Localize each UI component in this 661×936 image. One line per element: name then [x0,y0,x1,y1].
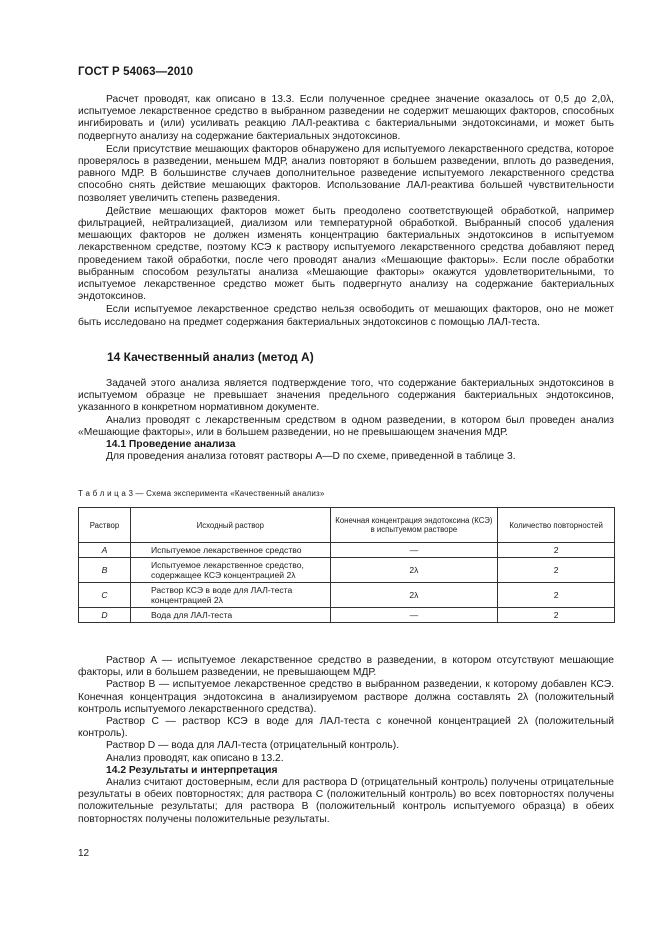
section-text-block [78,378,614,463]
paragraph: Для проведения анализа готовят растворы A—D по схеме, приведенной в таблице 3. [106,451,516,463]
bottom-text-block [78,655,614,826]
table-cell: 2λ [330,583,498,608]
standard-header: ГОСТ Р 54063—2010 [78,66,194,78]
table-cell: 2 [498,543,615,558]
paragraph: Анализ проводят, как описано в 13.2. [106,752,284,764]
subsection-title: 14.2 Результаты и интерпретация [106,764,278,776]
table-cell: Вода для ЛАЛ-теста [130,608,330,623]
table-cell: Испытуемое лекарственное средство [130,543,330,558]
table-cell: 2 [498,608,615,623]
table-cell: 2λ [330,558,498,583]
paragraph: Задачей этого анализа является подтверждение того, что содержание бактериальных эндотоксинов в испытуемом образце не превышает значения предельного содержания бактериальных эндотоксинов, указанного в конкретном нормативном документе. [78,378,614,414]
table-row [79,558,615,583]
paragraph: Если испытуемое лекарственное средство нельзя освободить от мешающих факторов, оно не может быть исследовано на предмет содержания бактериальных эндотоксинов с помощью ЛАЛ-теста. [78,304,614,328]
paragraph: Расчет проводят, как описано в 13.3. Если полученное среднее значение оказалось от 0,5 до 2,0λ, испытуемое лекарственное средство в выбранном разведении не содержит мешающих факторов, способных ингибировать и (или) усиливать реакцию ЛАЛ-реактива с бактериальными эндотоксинами, и может быть подвергнуто анализу на содержание бактериальных эндотоксинов. [78,94,614,142]
paragraph: Раствор D — вода для ЛАЛ-теста (отрицательный контроль). [106,740,400,752]
table-cell: — [330,608,498,623]
table-caption: Т а б л и ц а 3 — Схема эксперимента «Качественный анализ» [78,489,325,498]
section-title: 14 Качественный анализ (метод A) [107,350,314,364]
paragraph: Анализ проводят с лекарственным средством в одном разведении, в котором был проведен анализ «Мешающие факторы», или в большем разведении, но не превышающем значения МДР. [78,414,614,438]
table-cell: C [79,583,131,608]
table-cell: Раствор КСЭ в воде для ЛАЛ-теста концентрацией 2λ [130,583,330,608]
table-cell: B [79,558,131,583]
table-row [79,608,615,623]
paragraph: Раствор C — раствор КСЭ в воде для ЛАЛ-теста с конечной концентрацией 2λ (положительный контроль). [78,716,614,740]
table-cell: 2 [498,583,615,608]
paragraph: Анализ считают достоверным, если для раствора D (отрицательный контроль) получены отрицательные результаты в обеих повторностях; для раствора C (положительный контроль) во всех повторностях получены положительные результаты; для раствора B (положительный контроль испытуемого образца) в обеих повторностях получены положительные результаты. [78,777,614,825]
table-cell: — [330,543,498,558]
experiment-table [78,507,615,623]
paragraph: Раствор A — испытуемое лекарственное средство в разведении, в котором отсутствуют мешающие факторы, или в большем разведении, не превышающем МДР. [78,655,614,679]
table-cell: Испытуемое лекарственное средство, содержащее КСЭ концентрацией 2λ [130,558,330,583]
page-number: 12 [78,848,90,859]
table-cell: 2 [498,558,615,583]
table-cell: A [79,543,131,558]
paragraph: Действие мешающих факторов может быть преодолено соответствующей обработкой, например фильтрацией, нейтрализацией, диализом или температурной обработкой. Выбранный способ удаления мешающих факторов не должен изменять концентрацию бактериальных эндотоксинов в испытуемом лекарственном средстве, поэтому КСЭ к раствору испытуемого лекарственного средства добавляют перед проведением такой обработки, после чего проводят анализ «Мешающие факторы». Если после обработки выбранным способом результаты анализа «Мешающие факторы» окажутся удовлетворительными, то испытуемое лекарственное средство может быть подвергнуто анализу на содержание бактериальных эндотоксинов. [78,205,614,303]
table-header-cell: Конечная концентрация эндотоксина (КСЭ) в испытуемом растворе [330,508,498,543]
table-header-cell: Раствор [79,508,131,543]
table-row [79,543,615,558]
paragraph: Если присутствие мешающих факторов обнаружено для испытуемого лекарственного средства, которое проверялось в разведении, меньшем МДР, анализ повторяют в большем разведении, вплоть до разведения, равного МДР. В большинстве случаев дополнительное разведение испытуемого лекарственного средства способно снять действие мешающих факторов. Использование ЛАЛ-реактива большей чувствительности позволяет увеличить степень разведения. [78,143,614,204]
table-header-row [79,508,615,543]
top-text-block [78,94,614,329]
table-header-cell: Исходный раствор [130,508,330,543]
paragraph: Раствор B — испытуемое лекарственное средство в выбранном разведении, к которому добавлен КСЭ. Конечная концентрация эндотоксина в анализируемом растворе должна составлять 2λ (положительный контроль испытуемого лекарственного средства). [78,679,614,715]
table-row [79,583,615,608]
table-cell: D [79,608,131,623]
subsection-title: 14.1 Проведение анализа [106,439,236,451]
table-header-cell: Количество повторностей [498,508,615,543]
